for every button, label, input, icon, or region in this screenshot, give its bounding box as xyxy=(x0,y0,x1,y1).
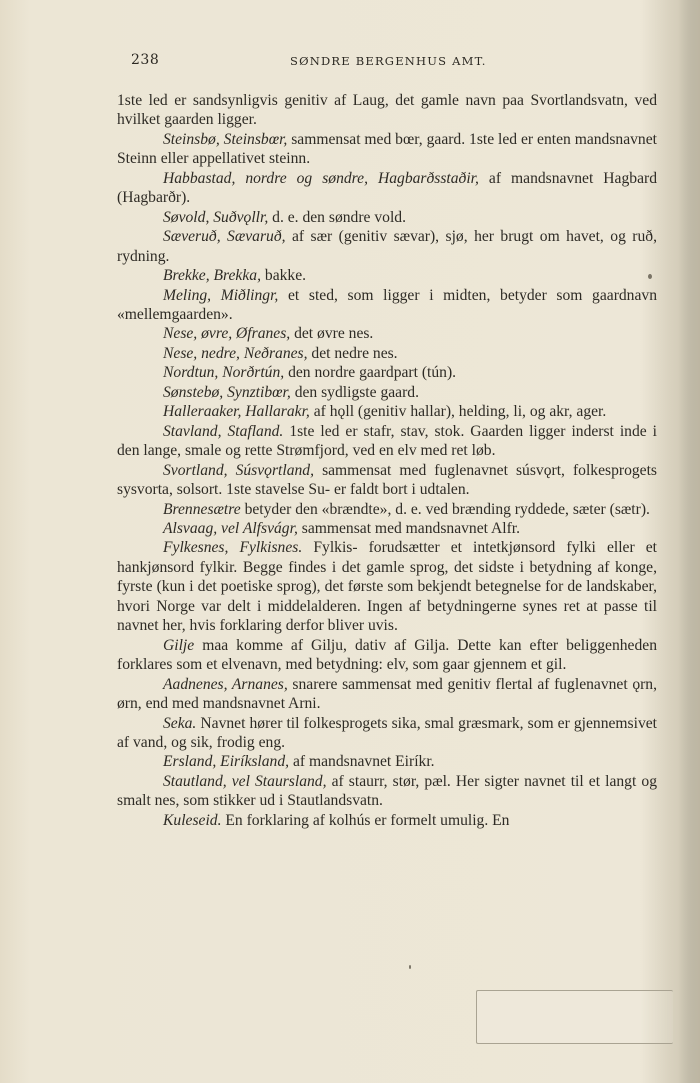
paragraph-text: Navnet hører til folkesprogets sika, smal græsmark, som er gjennemsivet af vand, og sik, frodig eng. xyxy=(117,714,657,751)
page-number: 238 xyxy=(131,52,160,68)
paragraph-text: 1ste led er stafr, stav, stok. Gaarden ligger inderst inde i den lange, smale og rette Strømfjord, ved en elv med ret løb. xyxy=(117,422,658,460)
paragraph-lead: Sønstebø, Synztibœr, xyxy=(163,383,291,401)
paragraph-text: den sydligste gaard. xyxy=(294,383,419,401)
paragraph-saeverud xyxy=(117,227,657,266)
paragraph-lead: Svortland, Súsvǫrtland, xyxy=(163,461,314,479)
paragraph-nese-nedre xyxy=(117,344,657,363)
paragraph-habbastad xyxy=(117,169,657,208)
paragraph-text: snarere sammensat med genitiv flertal af fuglenavnet ǫrn, ørn, end med mandsnavnet Arni. xyxy=(117,675,658,713)
paragraph-text: sammensat med bœr, gaard. 1ste led er enten mandsnavnet Steinn eller appellativet steinn. xyxy=(117,130,657,168)
paragraph-brennesaetre xyxy=(117,500,657,519)
paragraph-lead: Halleraaker, Hallarakr, xyxy=(163,403,310,421)
paragraph-nordtun xyxy=(117,363,657,382)
paragraph-text: af sær (genitiv sævar), sjø, her brugt om havet, og ruð, rydning. xyxy=(117,228,657,265)
paragraph-laug xyxy=(117,91,657,130)
paragraph-lead: Fylkesnes, Fylkisnes. xyxy=(163,539,303,557)
paragraph-text: af mandsnavnet Hagbard (Hagbarðr). xyxy=(117,169,657,207)
paragraph-lead: Nese, nedre, Neðranes, xyxy=(163,344,308,362)
paragraph-halleraaker xyxy=(117,402,657,421)
paragraph-sovold xyxy=(117,208,657,227)
paragraph-lead: Gilje xyxy=(163,636,195,654)
body-text xyxy=(117,91,657,830)
paragraph-lead: Seka. xyxy=(163,714,197,732)
paragraph-lead: Nordtun, Norðrtún, xyxy=(163,364,285,382)
paragraph-lead: Kuleseid. xyxy=(163,811,222,829)
paragraph-lead: Sæveruð, Sævaruð, xyxy=(163,228,286,246)
paragraph-text: En forklaring af kolhús er formelt umulig. En xyxy=(225,811,510,829)
paragraph-lead: Habbastad, nordre og søndre, Hagbarðsstaðir, xyxy=(163,169,479,187)
paragraph-aadnenes xyxy=(117,675,657,714)
paragraph-lead: Brekke, Brekka, xyxy=(163,267,261,285)
paragraph-text: det nedre nes. xyxy=(311,344,398,362)
paragraph-fylkesnes xyxy=(117,538,657,635)
paragraph-text: den nordre gaardpart (tún). xyxy=(288,364,457,382)
paragraph-text: det øvre nes. xyxy=(294,325,374,343)
paragraph-gilje xyxy=(117,636,657,675)
paragraph-stautland xyxy=(117,772,657,811)
paragraph-text: betyder den «brændte», d. e. ved brænding ryddede, sæter (sætr). xyxy=(244,500,650,518)
paragraph-text: Fylkis- forudsætter et intetkjønsord fylki eller et hankjønsord fylkir. Begge findes i det gamle sprog, det sidste i betydning af konge, fyrste (kun i det poetiske sprog), det første som bekjendt betegnelse for de landskaber, hvori Norge var delt i middelalderen. Ingen af betydningerne synes ret at passe til navnet her, hvis forklaring derfor bliver uvis. xyxy=(117,539,658,635)
paragraph-lead: Aadnenes, Arnanes, xyxy=(163,675,288,693)
paragraph-text: d. e. den søndre vold. xyxy=(272,208,406,226)
paragraph-lead: Brennesætre xyxy=(163,500,241,518)
paragraph-text: sammensat med fuglenavnet súsvǫrt, folkesprogets sysvorta, solsort. 1ste stavelse Su- er faldt bort i udtalen. xyxy=(117,461,657,499)
page-header xyxy=(128,52,658,76)
paragraph-seka xyxy=(117,714,657,753)
paragraph-lead: Steinsbø, Steinsbœr, xyxy=(163,130,288,148)
paragraph-steinsbo xyxy=(117,130,657,169)
paragraph-text: af hǫll (genitiv hallar), helding, li, og akr, ager. xyxy=(313,403,607,421)
paragraph-text: af mandsnavnet Eiríkr. xyxy=(292,753,435,771)
paragraph-text: et sted, som ligger i midten, betyder som gaardnavn «mellemgaarden». xyxy=(117,286,657,323)
page-edge-shadow xyxy=(678,0,700,1083)
paragraph-text: sammensat med mandsnavnet Alfr. xyxy=(301,519,521,537)
paragraph-nese-ovre xyxy=(117,324,657,343)
ink-fleck xyxy=(648,274,652,279)
running-title: SØNDRE BERGENHUS AMT. xyxy=(290,54,487,68)
paragraph-stavland xyxy=(117,422,657,461)
paragraph-lead: Meling, Miðlingr, xyxy=(163,286,279,304)
paragraph-lead: Stautland, vel Staursland, xyxy=(163,772,327,790)
paragraph-sonstebo xyxy=(117,383,657,402)
ink-fleck xyxy=(409,965,411,969)
paragraph-meling xyxy=(117,286,657,325)
paragraph-lead: Nese, øvre, Øfranes, xyxy=(163,325,291,343)
paragraph-lead: Stavland, Stafland. xyxy=(163,422,284,440)
paragraph-text: 1ste led er sandsynligvis genitiv af Laug, det gamle navn paa Svortlandsvatn, ved hvilket gaarden ligger. xyxy=(117,92,657,129)
paragraph-brekke xyxy=(117,266,657,285)
paragraph-text: af staurr, stør, pæl. Her sigter navnet til et langt og smalt nes, som stikker ud i Stautlandsvatn. xyxy=(117,772,657,810)
paragraph-text: bakke. xyxy=(264,267,307,285)
paragraph-lead: Søvold, Suðvǫllr, xyxy=(163,208,269,226)
paragraph-alsvaag xyxy=(117,519,657,538)
paragraph-svortland xyxy=(117,461,657,500)
library-stamp-frame xyxy=(476,990,673,1044)
paragraph-lead: Ersland, Eiríksland, xyxy=(163,753,290,771)
paragraph-text: maa komme af Gilju, dativ af Gilja. Dette kan efter beliggenheden forklares som et elvenavn, med betydning: elv, som gaar gjennem et gil. xyxy=(117,636,657,674)
paragraph-lead: Alsvaag, vel Alfsvágr, xyxy=(163,519,298,537)
paragraph-kuleseid xyxy=(117,811,657,830)
paragraph-ersland xyxy=(117,752,657,771)
